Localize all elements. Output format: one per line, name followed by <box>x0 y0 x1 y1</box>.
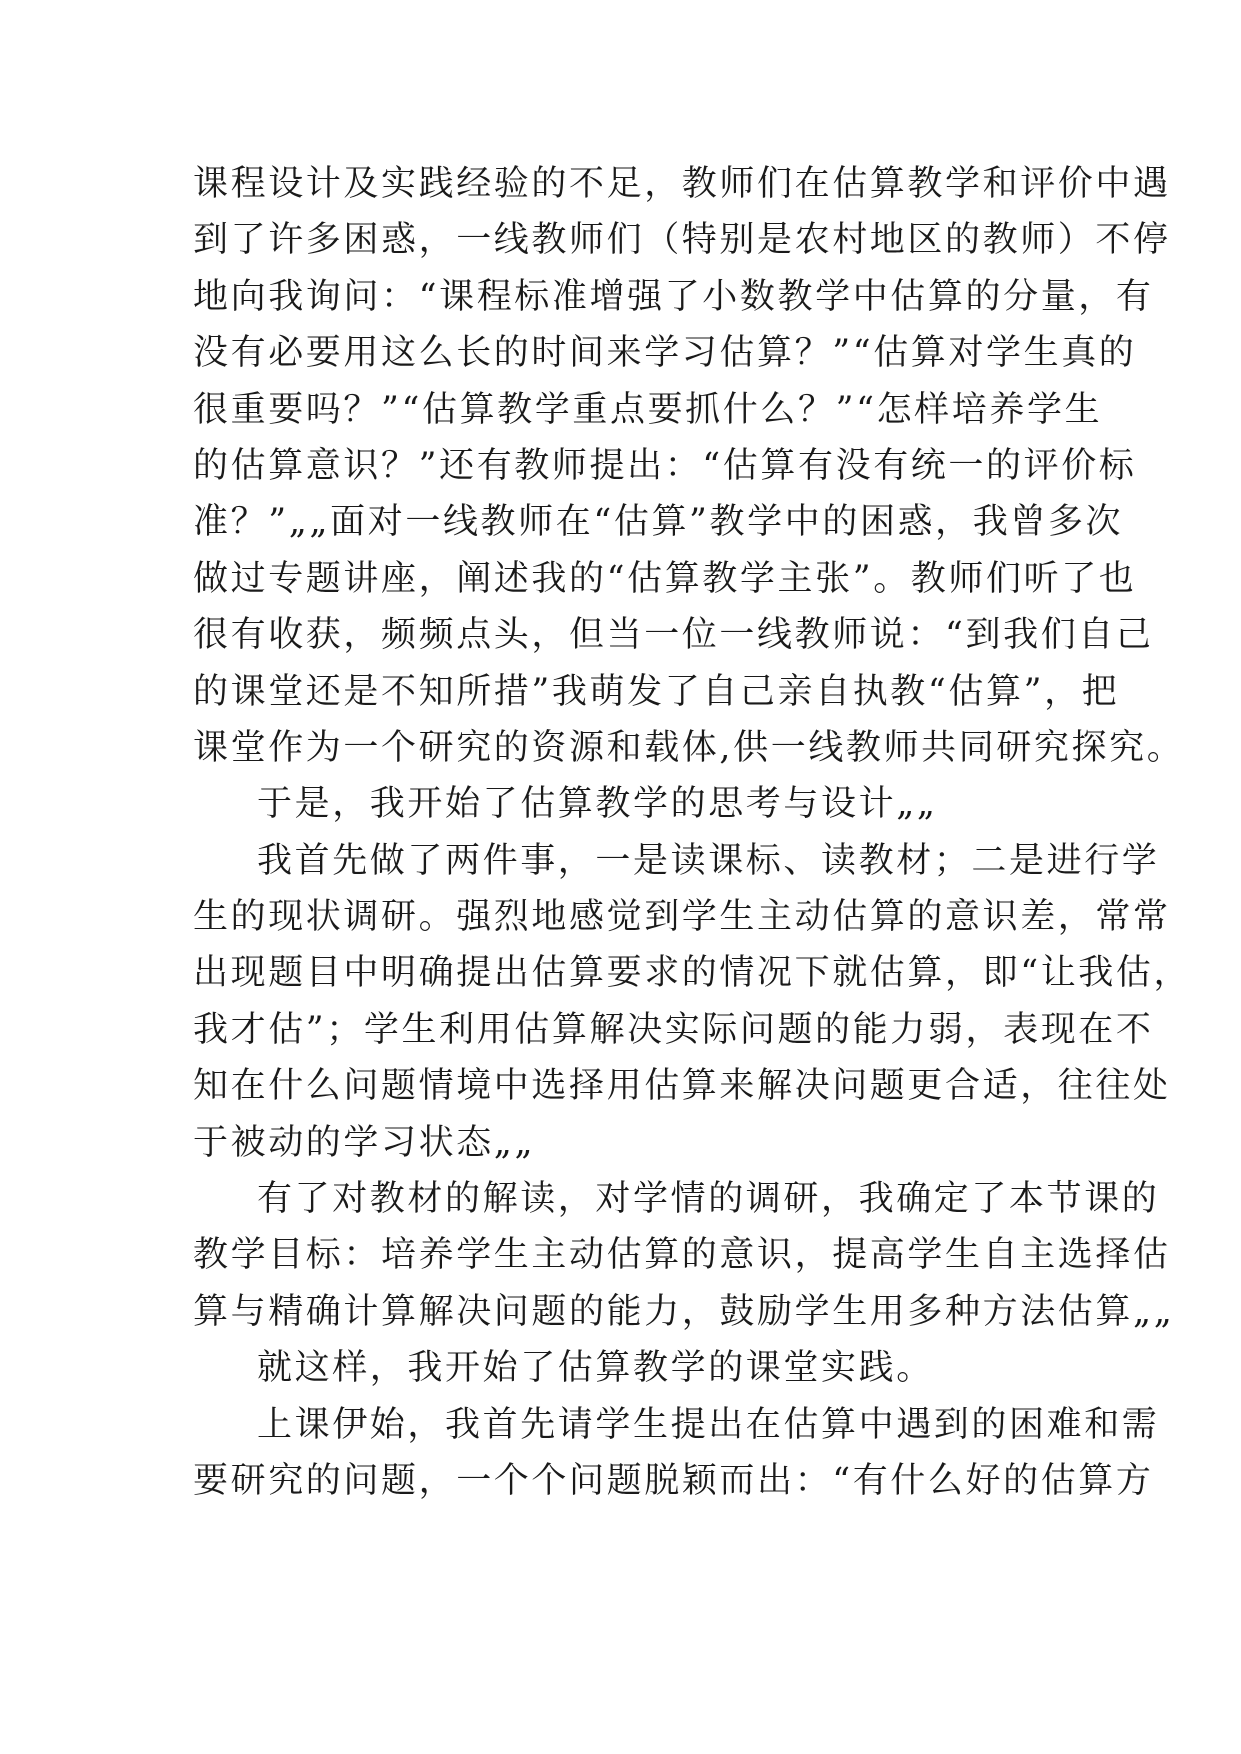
text-line: 没有必要用这么长的时间来学习估算？”“估算对学生真的 <box>193 333 1137 374</box>
text-line: 很有收获，频频点头，但当一位一线教师说：“到我们自己 <box>193 615 1154 656</box>
text-line: 准？”„„面对一线教师在“估算”教学中的困惑，我曾多次 <box>193 502 1124 543</box>
text-line: 要研究的问题，一个个问题脱颖而出：“有什么好的估算方 <box>193 1460 1154 1501</box>
body-text <box>193 156 1192 1509</box>
text-line: 就这样，我开始了估算教学的课堂实践。 <box>257 1348 934 1389</box>
text-line: 我才估”；学生利用估算解决实际问题的能力弱，表现在不 <box>193 1009 1154 1050</box>
text-line: 地向我询问：“课程标准增强了小数教学中估算的分量，有 <box>193 276 1154 317</box>
text-line: 出现题目中明确提出估算要求的情况下就估算，即“让我估， <box>193 953 1192 994</box>
text-line: 教学目标：培养学生主动估算的意识，提高学生自主选择估 <box>193 1235 1171 1276</box>
text-line: 上课伊始，我首先请学生提出在估算中遇到的困难和需 <box>257 1404 1160 1445</box>
text-line: 的课堂还是不知所措”我萌发了自己亲自执教“估算”，把 <box>193 671 1120 712</box>
text-line: 知在什么问题情境中选择用估算来解决问题更合适，往往处 <box>193 1066 1171 1107</box>
text-line: 于被动的学习状态„„ <box>193 1122 536 1163</box>
text-line: 有了对教材的解读，对学情的调研，我确定了本节课的 <box>257 1179 1160 1220</box>
text-line: 于是，我开始了估算教学的思考与设计„„ <box>257 784 938 825</box>
text-line: 我首先做了两件事，一是读课标、读教材；二是进行学 <box>257 840 1160 881</box>
text-line: 生的现状调研。强烈地感觉到学生主动估算的意识差，常常 <box>193 897 1171 938</box>
text-line: 的估算意识？”还有教师提出：“估算有没有统一的评价标 <box>193 445 1137 486</box>
text-line: 课程设计及实践经验的不足，教师们在估算教学和评价中遇 <box>193 164 1171 204</box>
text-line: 到了许多困惑，一线教师们（特别是农村地区的教师）不停 <box>193 220 1171 261</box>
text-line: 做过专题讲座，阐述我的“估算教学主张”。教师们听了也 <box>193 558 1137 599</box>
text-line: 课堂作为一个研究的资源和载体,供一线教师共同研究探究。 <box>193 727 1185 768</box>
text-line: 算与精确计算解决问题的能力，鼓励学生用多种方法估算„„ <box>193 1291 1175 1332</box>
text-line: 很重要吗？”“估算教学重点要抓什么？”“怎样培养学生 <box>193 389 1103 430</box>
